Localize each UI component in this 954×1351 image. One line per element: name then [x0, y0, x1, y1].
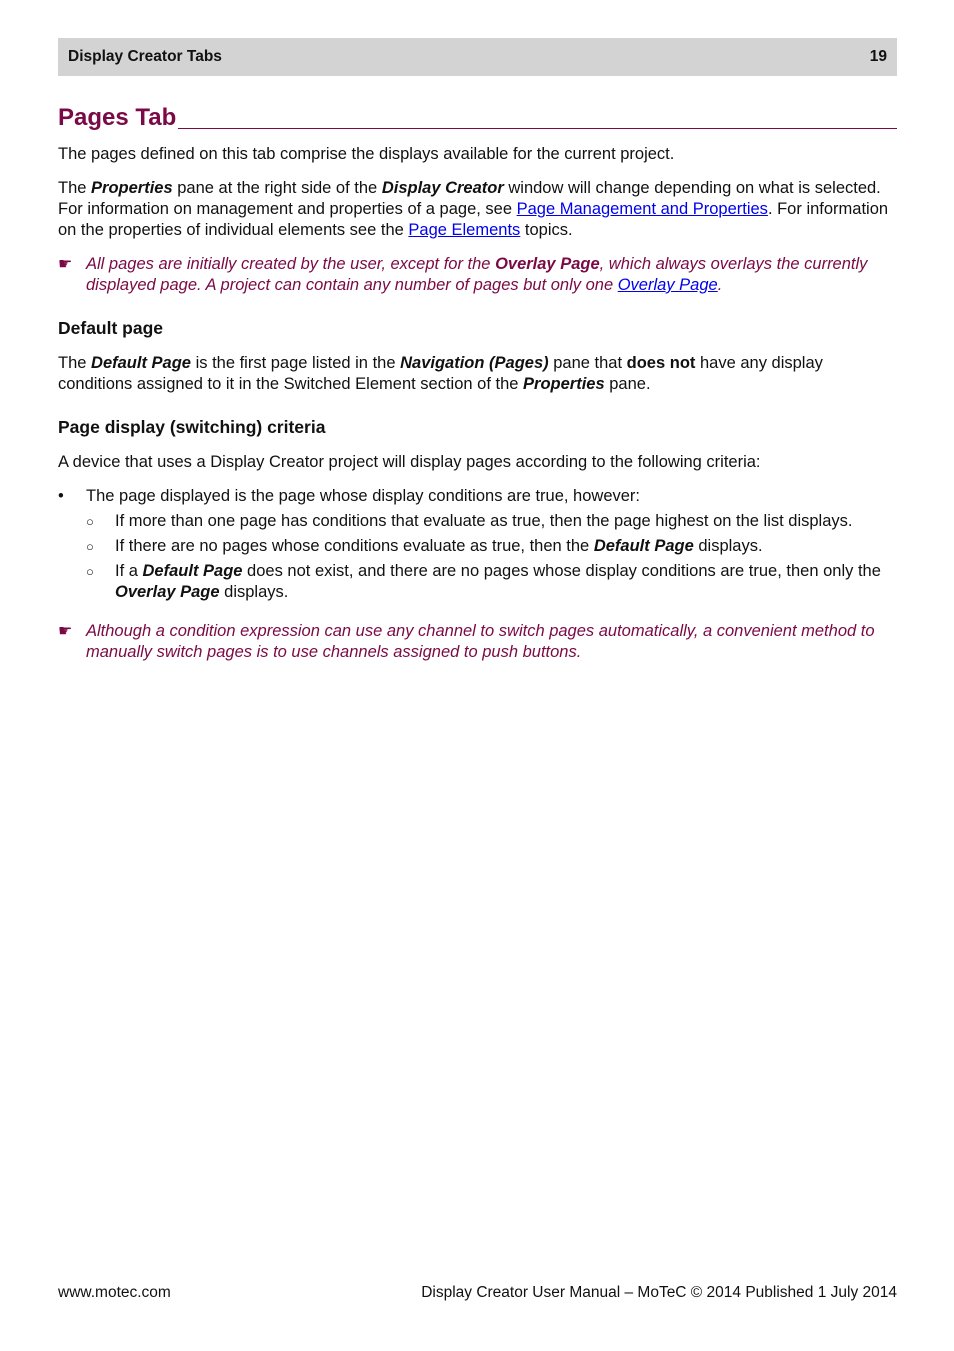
criteria-heading: Page display (switching) criteria: [58, 417, 326, 437]
page-management-link[interactable]: Page Management and Properties: [516, 200, 768, 218]
page-elements-link[interactable]: Page Elements: [408, 221, 521, 239]
circle-bullet-icon: ○: [86, 514, 94, 529]
note-overlay-page: [58, 254, 897, 296]
display-creator-term: Display Creator: [381, 179, 504, 197]
bullet-icon: •: [58, 487, 64, 505]
header-page-number: 19: [869, 48, 887, 65]
circle-bullet-icon: ○: [86, 539, 94, 554]
page-title: Pages Tab: [58, 104, 177, 131]
title-rule: [178, 128, 897, 129]
pointing-hand-icon: ☛: [58, 256, 73, 273]
page-content: [58, 106, 897, 677]
running-header: [58, 38, 897, 76]
list-item: • The page displayed is the page whose display conditions are true, however: ○ If more than one page has conditions that evaluate as true, then the page highest on the list displays. ○ If there are no pages whose conditions evaluate as true, then the Default Page displays. ○ If a Default Page does not exist, and there are no pages whose display conditions are true, then only the Overlay Page displays.: [58, 486, 897, 607]
note-text: All pages are initially created by the user, except for the Overlay Page, which always overlays the currently displayed page. A project can contain any number of pages but only one Overlay Page.: [86, 255, 868, 294]
circle-bullet-icon: ○: [86, 564, 94, 579]
default-page-heading: Default page: [58, 318, 164, 338]
footer-copyright: Display Creator User Manual – MoTeC © 2014 Published 1 July 2014: [421, 1284, 897, 1301]
list-item: ○ If there are no pages whose conditions evaluate as true, then the Default Page displays.: [86, 537, 763, 555]
criteria-sub-list: [86, 511, 897, 603]
title-row: [58, 106, 897, 130]
criteria-intro: A device that uses a Display Creator project will display pages according to the following criteria:: [58, 453, 761, 471]
criteria-list: [58, 486, 897, 607]
properties-paragraph: The Properties pane at the right side of the Display Creator window will change depending on what is selected. For information on management and properties of a page, see Page Management and Properties. For information on the properties of individual elements see the Page Elements topics.: [58, 179, 889, 239]
note-text: Although a condition expression can use any channel to switch pages automatically, a convenient method to manually switch pages is to use channels assigned to push buttons.: [86, 622, 875, 661]
pointing-hand-icon: ☛: [58, 623, 73, 640]
intro-paragraph: The pages defined on this tab comprise the displays available for the current project.: [58, 145, 675, 163]
page-footer: [58, 1284, 897, 1302]
list-item: ○ If a Default Page does not exist, and there are no pages whose display conditions are true, then only the Overlay Page displays.: [86, 562, 881, 601]
note-push-buttons: [58, 621, 897, 663]
default-page-paragraph: The Default Page is the first page listed in the Navigation (Pages) pane that does not have any display conditions assigned to it in the Switched Element section of the Properties pane.: [58, 354, 823, 393]
header-section-title: Display Creator Tabs: [68, 48, 222, 65]
list-item: ○ If more than one page has conditions that evaluate as true, then the page highest on the list displays.: [86, 512, 853, 530]
overlay-page-link[interactable]: Overlay Page: [617, 276, 718, 294]
footer-website: www.motec.com: [58, 1284, 171, 1301]
properties-term: Properties: [91, 179, 173, 197]
